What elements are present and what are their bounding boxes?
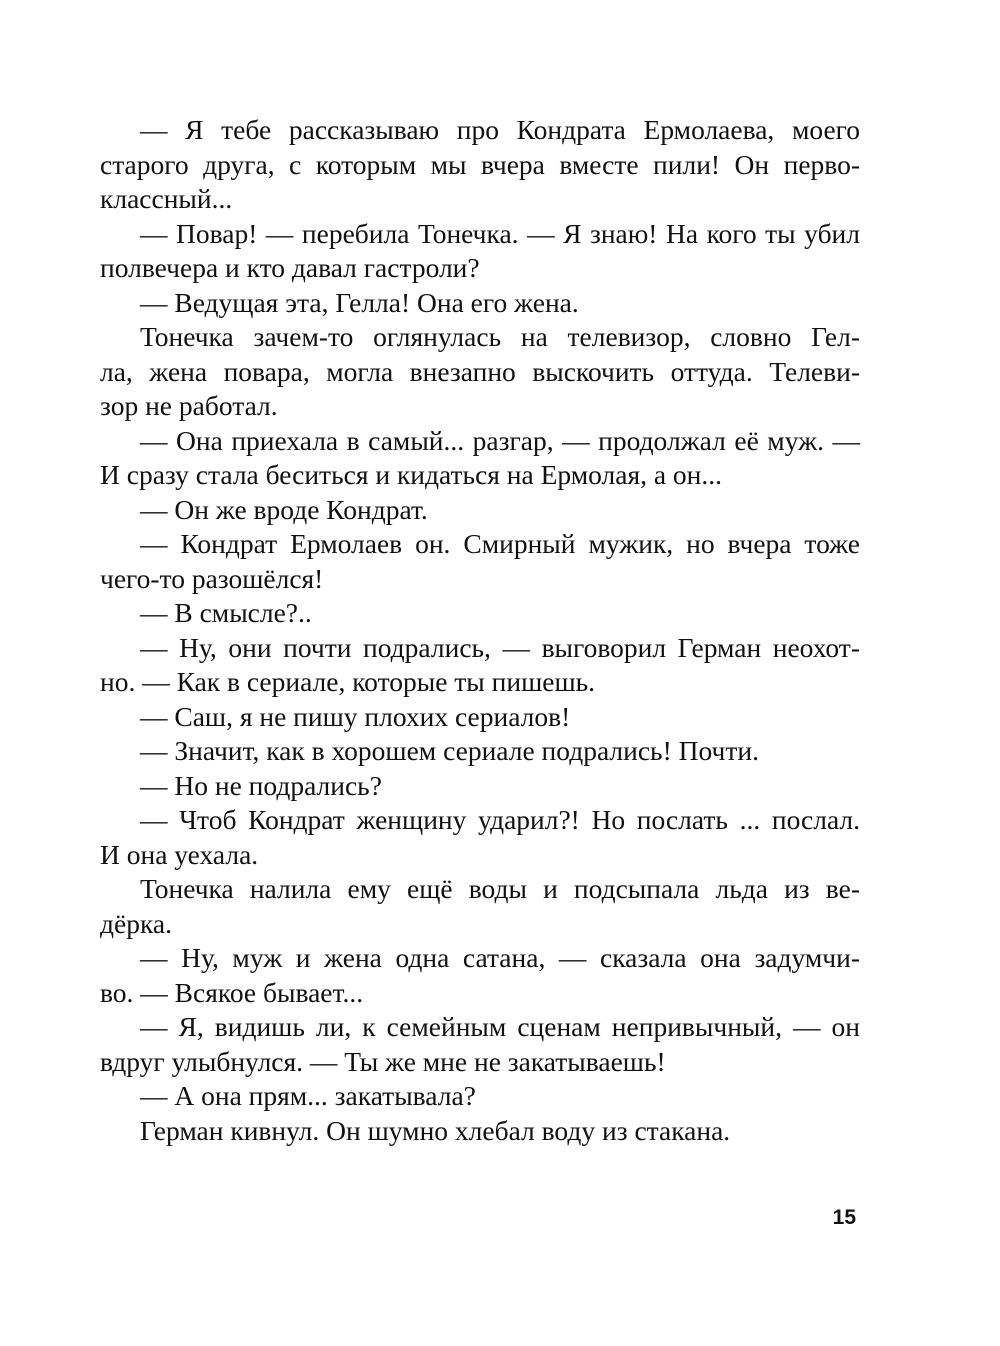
text-line: — А она прям... закатывала?: [140, 1080, 476, 1111]
text-line: ла, жена повара, могла внезапно выскочить оттуда. Телеви-: [100, 355, 860, 387]
text-line: — Ну, муж и жена одна сатана, — сказала она задумчи-: [140, 942, 860, 973]
text-line: — Кондрат Ермолаев он. Смирный мужик, но вчера тоже: [140, 528, 860, 559]
text-line: — Ну, они почти подрались, — выговорил Герман неохот-: [140, 631, 860, 663]
text-line: — Я тебе рассказываю про Кондрата Ермолаева, моего: [140, 114, 860, 145]
text-line: вдруг улыбнулся. — Ты же мне не закатываешь!: [100, 1045, 666, 1077]
text-line: зор не работал.: [100, 390, 278, 421]
text-line: старого друга, с которым мы вчера вместе пили! Он перво-: [100, 148, 860, 180]
text-line: И она уехала.: [100, 838, 259, 870]
text-line: — Чтоб Кондрат женщину ударил?! Но послать ... послал.: [140, 804, 860, 835]
text-line: дёрка.: [100, 907, 172, 939]
text-line: — Саш, я не пишу плохих сериалов!: [140, 700, 571, 732]
text-line: но. — Как в сериале, которые ты пишешь.: [100, 666, 596, 697]
text-line: — В смысле?..: [140, 597, 312, 628]
text-line: классный...: [100, 183, 233, 214]
text-line: — Он же вроде Кондрат.: [140, 493, 428, 525]
text-line: чего-то разошёлся!: [100, 562, 324, 594]
text-line: — Она приехала в самый... разгар, — продолжал её муж. —: [140, 424, 860, 456]
text-line: Герман кивнул. Он шумно хлебал воду из стакана.: [140, 1114, 731, 1146]
text-line: Тонечка зачем-то оглянулась на телевизор, словно Гел-: [140, 321, 860, 352]
text-line: — Значит, как в хорошем сериале подрались! Почти.: [140, 735, 759, 766]
body-text: [100, 113, 860, 1148]
page-number: 15: [832, 1206, 856, 1229]
text-line: полвечера и кто давал гастроли?: [100, 252, 480, 283]
text-line: — Ведущая эта, Гелла! Она его жена.: [140, 286, 579, 318]
text-line: — Повар! — перебила Тонечка. — Я знаю! На кого ты убил: [140, 217, 860, 249]
text-line: — Я, видишь ли, к семейным сценам непривычный, — он: [140, 1011, 860, 1042]
text-line: Тонечка налила ему ещё воды и подсыпала льда из ве-: [140, 873, 860, 904]
text-line: во. — Всякое бывает...: [100, 976, 364, 1008]
text-line: И сразу стала беситься и кидаться на Ермолая, а он...: [100, 459, 723, 490]
text-line: — Но не подрались?: [140, 769, 382, 801]
